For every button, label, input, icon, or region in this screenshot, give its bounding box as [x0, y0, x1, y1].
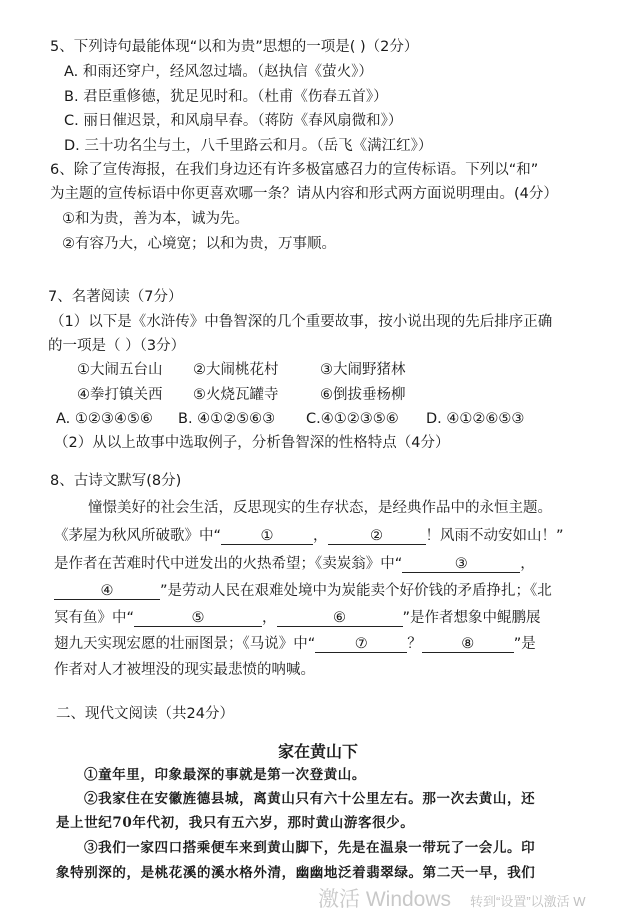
- text: ，: [313, 528, 328, 544]
- section-heading: 二、现代文阅读（共24分）: [56, 706, 234, 722]
- choice-a: A. ①②③④⑤⑥: [56, 411, 153, 427]
- blank-5[interactable]: ⑤: [134, 610, 262, 627]
- choice-c: C.④①②③⑤⑥: [306, 411, 399, 427]
- q6-stem-2: 为主题的宣传标语中你更喜欢哪一条？请从内容和形式两方面说明理由。(4分）: [50, 186, 558, 202]
- article-title: 家在黄山下: [277, 742, 358, 761]
- text: ！风雨不动安如山！”: [425, 528, 564, 544]
- q7-sub2: （2）从以上故事中选取例子，分析鲁智深的性格特点（4分）: [54, 435, 450, 451]
- q7-sub1-2: 的一项是（ ）（3分）: [48, 338, 186, 354]
- q8-line: [54, 609, 541, 627]
- story: ④拳打镇关西: [77, 387, 163, 403]
- story: ⑥倒拔垂杨柳: [320, 387, 406, 403]
- choice-b: B. ④①②⑤⑥③: [178, 411, 276, 427]
- paragraph: ①童年里，印象最深的事就是第一次登黄山。: [84, 767, 366, 783]
- q5-option-d: D. 三十功名尘与土，八千里路云和月。（岳飞《满江红》）: [64, 138, 433, 154]
- text: ？: [407, 636, 422, 652]
- q7-heading: 7、名著阅读（7分）: [48, 289, 183, 305]
- q7-sub1-1: （1）以下是《水浒传》中鲁智深的几个重要故事，按小说出现的先后排序正确: [50, 314, 553, 330]
- q8-line: [54, 527, 564, 545]
- story: ③大闹野猪林: [320, 362, 406, 378]
- paragraph: 象特别深的，是桃花溪的溪水格外清，幽幽地泛着翡翠绿。第二天一早，我们: [56, 865, 536, 881]
- q8-heading: 8、古诗文默写(8分): [50, 473, 182, 489]
- blank-6[interactable]: ⑥: [277, 610, 403, 627]
- q6-slogan-2: ②有容乃大，心境宽；以和为贵，万事顺。: [62, 236, 336, 252]
- story: ⑤火烧瓦罐寺: [193, 387, 279, 403]
- activation-watermark-hint: 转到“设置”以激活 W: [470, 894, 586, 909]
- story: ①大闹五台山: [77, 362, 163, 378]
- blank-2[interactable]: ②: [328, 528, 426, 545]
- q8-line: [54, 635, 536, 653]
- text: 翅九天实现宏愿的壮丽图景；《马说》中“: [54, 636, 316, 652]
- q5-stem: 5、下列诗句最能体现“以和为贵”思想的一项是( )（2分）: [50, 39, 419, 55]
- text: ”是: [513, 636, 536, 652]
- text: 《茅屋为秋风所破歌》中“: [54, 528, 222, 544]
- q8-line: 憧憬美好的社会生活，反思现实的生存状态，是经典作品中的永恒主题。: [88, 500, 552, 516]
- q8-line: 作者对人才被埋没的现实最悲愤的呐喊。: [54, 662, 315, 678]
- paragraph: 是上世纪70年代初，我只有五六岁，那时黄山游客很少。: [56, 815, 415, 831]
- text: ，: [520, 556, 535, 572]
- blank-1[interactable]: ①: [221, 528, 313, 545]
- paragraph: ②我家住在安徽旌德县城，离黄山只有六十公里左右。那一次去黄山，还: [84, 791, 536, 807]
- blank-7[interactable]: ⑦: [315, 636, 407, 653]
- q6-stem-1: 6、除了宣传海报，在我们身边还有许多极富感召力的宣传标语。下列以“和”: [50, 162, 539, 178]
- blank-4[interactable]: ④: [54, 583, 160, 600]
- blank-8[interactable]: ⑧: [422, 636, 514, 653]
- activation-watermark: 激活 Windows: [318, 888, 452, 911]
- paragraph: ③我们一家四口搭乘便车来到黄山脚下，先是在温泉一带玩了一会儿。印: [84, 840, 536, 856]
- q5-option-b: B. 君臣重修德，犹足见时和。（杜甫《伤春五首》）: [64, 89, 388, 105]
- text: 冥有鱼》中“: [54, 610, 135, 626]
- blank-3[interactable]: ③: [402, 556, 520, 573]
- q8-line: [54, 555, 535, 573]
- choice-d: D. ④①②⑥⑤③: [426, 411, 525, 427]
- q5-option-c: C. 丽日催迟景，和风扇早春。（蒋防《春风扇微和》）: [64, 113, 403, 129]
- text: 是作者在苦难时代中迸发出的火热希望；《卖炭翁》中“: [54, 556, 403, 572]
- text: ，: [262, 610, 277, 626]
- text: ”是劳动人民在艰难处境中为炭能卖个好价钱的矛盾挣扎；《北: [160, 583, 552, 599]
- q5-option-a: A. 和雨还穿户，经风忽过墙。（赵执信《萤火》）: [64, 64, 373, 80]
- text: ”是作者想象中鲲鹏展: [402, 610, 541, 626]
- story: ②大闹桃花村: [193, 362, 279, 378]
- q8-line: [54, 582, 552, 600]
- q6-slogan-1: ①和为贵，善为本，诚为先。: [62, 211, 249, 227]
